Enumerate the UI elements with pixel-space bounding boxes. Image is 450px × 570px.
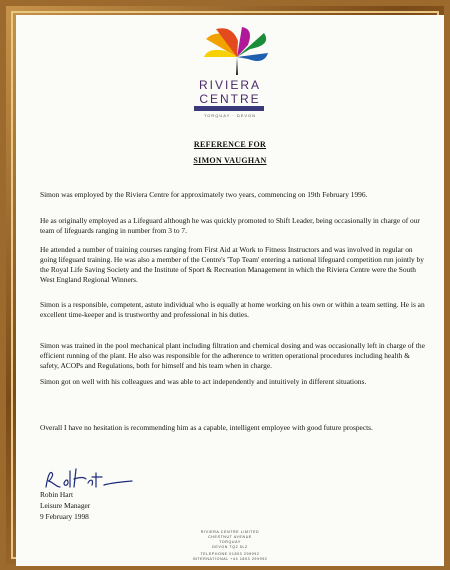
footer-address-line: RIVIERA CENTRE LIMITED bbox=[200, 530, 260, 534]
reference-subject: SIMON VAUGHAN bbox=[193, 156, 267, 165]
signer-name: Robin Hart bbox=[40, 490, 74, 499]
reference-title: REFERENCE FOR bbox=[193, 140, 267, 149]
footer-address-line: CHESTNUT AVENUE bbox=[208, 535, 252, 539]
footer-address-line: TORQUAY bbox=[219, 540, 241, 544]
footer-contact-line: TELEPHONE 01803 299992 bbox=[200, 552, 260, 556]
letter-date: 9 February 1998 bbox=[40, 512, 89, 521]
handwritten-signature bbox=[40, 465, 140, 493]
footer-address-line: DEVON TQ2 5LZ bbox=[212, 545, 248, 549]
paragraph-employment: Simon was employed by the Riviera Centre for approximately two years, commencing on 19th February 1996. bbox=[40, 190, 368, 199]
brand-subtitle: TORQUAY · DEVON bbox=[203, 113, 257, 118]
signer-title: Leisure Manager bbox=[40, 501, 91, 510]
footer-contact-line: INTERNATIONAL +44 1803 299992 bbox=[192, 557, 268, 561]
paragraph-training: He attended a number of training courses ranging from First Aid at Work to Fitness Instructors and was involved in regular on going lifeguard training. He was also a member of the Centre's 'Top Team' entering a national lifeguard competition run jointly by the Royal Life Saving Society and the Institute of Sport & Recreation Management in which the Riviera Centre were the South West England Regional Winners. bbox=[40, 245, 424, 284]
brand-band bbox=[194, 106, 264, 111]
paragraph-role: He as originally employed as a Lifeguard although he was quickly promoted to Shift Leader, being occasionally in charge of our team of lifeguards ranging in number from 3 to 7. bbox=[40, 216, 420, 235]
paragraph-recommendation: Overall I have no hesitation is recommending him as a capable, intelligent employee with good future prospects. bbox=[40, 423, 373, 432]
brand-name: RIVIERA CENTRE bbox=[198, 78, 261, 106]
riviera-palm-logo bbox=[202, 27, 272, 75]
footer-address bbox=[184, 530, 276, 550]
paragraph-plant: Simon was trained in the pool mechanical plant including filtration and chemical dosing and was occasionally left in charge of the efficient running of the plant. He also was responsible for the adherence to written operational procedures including health & safety, ACOPs and Regulations, both for himself and his team when in charge. bbox=[40, 341, 425, 370]
letter-page bbox=[16, 15, 444, 566]
paragraph-character: Simon is a responsible, competent, astute individual who is equally at home working on his own or within a team setting. He is an excellent time-keeper and is trustworthy and professional in his duties. bbox=[40, 300, 425, 319]
footer-contact bbox=[184, 552, 276, 562]
paragraph-colleagues: Simon got on well with his colleagues and was able to act independently and intuitively in different situations. bbox=[40, 377, 367, 386]
